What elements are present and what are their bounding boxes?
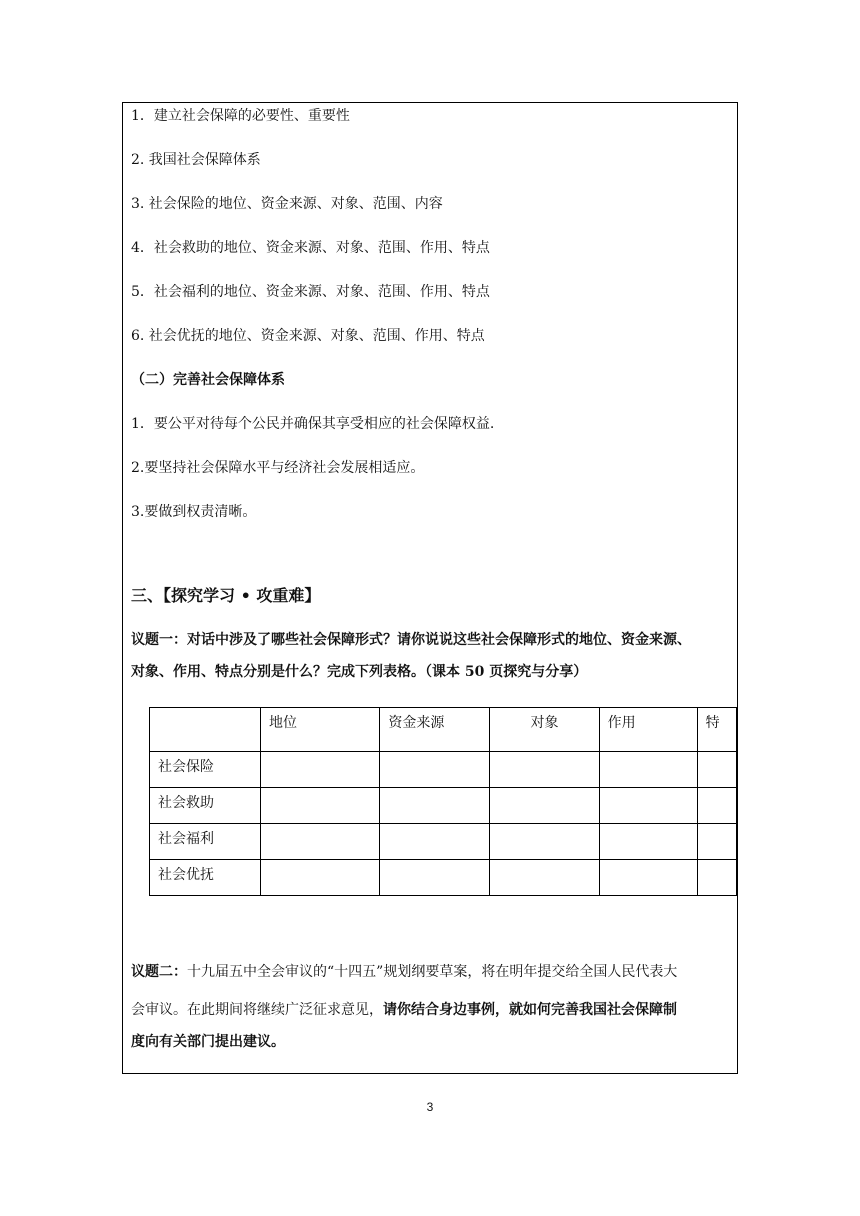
topic1-line1: 议题一：对话中涉及了哪些社会保障形式？请你说说这些社会保障形式的地位、资金来源、: [131, 632, 691, 648]
table-cell: [261, 788, 380, 824]
table-cell: [261, 824, 380, 860]
row-label: 社会优抚: [150, 860, 261, 896]
table-cell: [261, 860, 380, 896]
table-row: [150, 824, 737, 860]
content-frame: [122, 102, 738, 1074]
table-header-cell: [150, 708, 261, 752]
table-header-cell: 地位: [261, 708, 380, 752]
topic2-label: 议题二：: [131, 964, 187, 980]
section-heading: 三、【探究学习 • 攻重难】: [131, 586, 321, 605]
table-cell: [380, 788, 490, 824]
list-item: 5．社会福利的地位、资金来源、对象、范围、作用、特点: [131, 284, 490, 300]
row-label: 社会救助: [150, 788, 261, 824]
table-cell: [697, 788, 736, 824]
subsection-title: （二）完善社会保障体系: [131, 372, 285, 388]
table-cell: [599, 860, 697, 896]
table-cell: [380, 824, 490, 860]
row-label: 社会保险: [150, 752, 261, 788]
topic1-line2: 对象、作用、特点分别是什么？完成下列表格。（课本 50 页探究与分享）: [131, 664, 588, 680]
table-cell: [599, 752, 697, 788]
topic2-question: 请你结合身边事例，就如何完善我国社会保障制: [383, 1002, 677, 1018]
page-number: 3: [426, 1100, 434, 1114]
table-header-cell: 特: [697, 708, 736, 752]
row-label: 社会福利: [150, 824, 261, 860]
table-cell: [697, 860, 736, 896]
table-cell: [599, 788, 697, 824]
table-cell: [490, 788, 599, 824]
table-header-cell: 作用: [599, 708, 697, 752]
table-cell: [490, 860, 599, 896]
table-row: [150, 788, 737, 824]
list-item: 3. 社会保险的地位、资金来源、对象、范围、内容: [131, 196, 443, 212]
table-cell: [697, 824, 736, 860]
table-row: [150, 752, 737, 788]
table-cell: [261, 752, 380, 788]
table-cell: [599, 824, 697, 860]
list-item: 2.要坚持社会保障水平与经济社会发展相适应。: [131, 460, 425, 476]
list-item: 6. 社会优抚的地位、资金来源、对象、范围、作用、特点: [131, 328, 485, 344]
topic2-text: 会审议。在此期间将继续广泛征求意见，: [131, 1002, 383, 1018]
table-cell: [380, 860, 490, 896]
social-security-table: [149, 707, 737, 896]
table-cell: [490, 824, 599, 860]
table-cell: [697, 752, 736, 788]
table-header-cell: 资金来源: [380, 708, 490, 752]
topic2-line2: [131, 1001, 677, 1019]
table-cell: [380, 752, 490, 788]
list-item: 1．要公平对待每个公民并确保其享受相应的社会保障权益.: [131, 416, 495, 432]
list-item: 3.要做到权责清晰。: [131, 504, 257, 520]
table-header-cell: 对象: [490, 708, 599, 752]
table-cell: [490, 752, 599, 788]
topic2-line3: 度向有关部门提出建议。: [131, 1034, 285, 1050]
list-item: 1．建立社会保障的必要性、重要性: [131, 108, 350, 124]
table-row: [150, 860, 737, 896]
topic2-line1: [131, 963, 677, 981]
topic2-text: 十九届五中全会审议的“十四五”规划纲要草案，将在明年提交给全国人民代表大: [187, 964, 678, 980]
list-item: 2. 我国社会保障体系: [131, 152, 261, 168]
list-item: 4．社会救助的地位、资金来源、对象、范围、作用、特点: [131, 240, 490, 256]
table-header-row: [150, 708, 737, 752]
